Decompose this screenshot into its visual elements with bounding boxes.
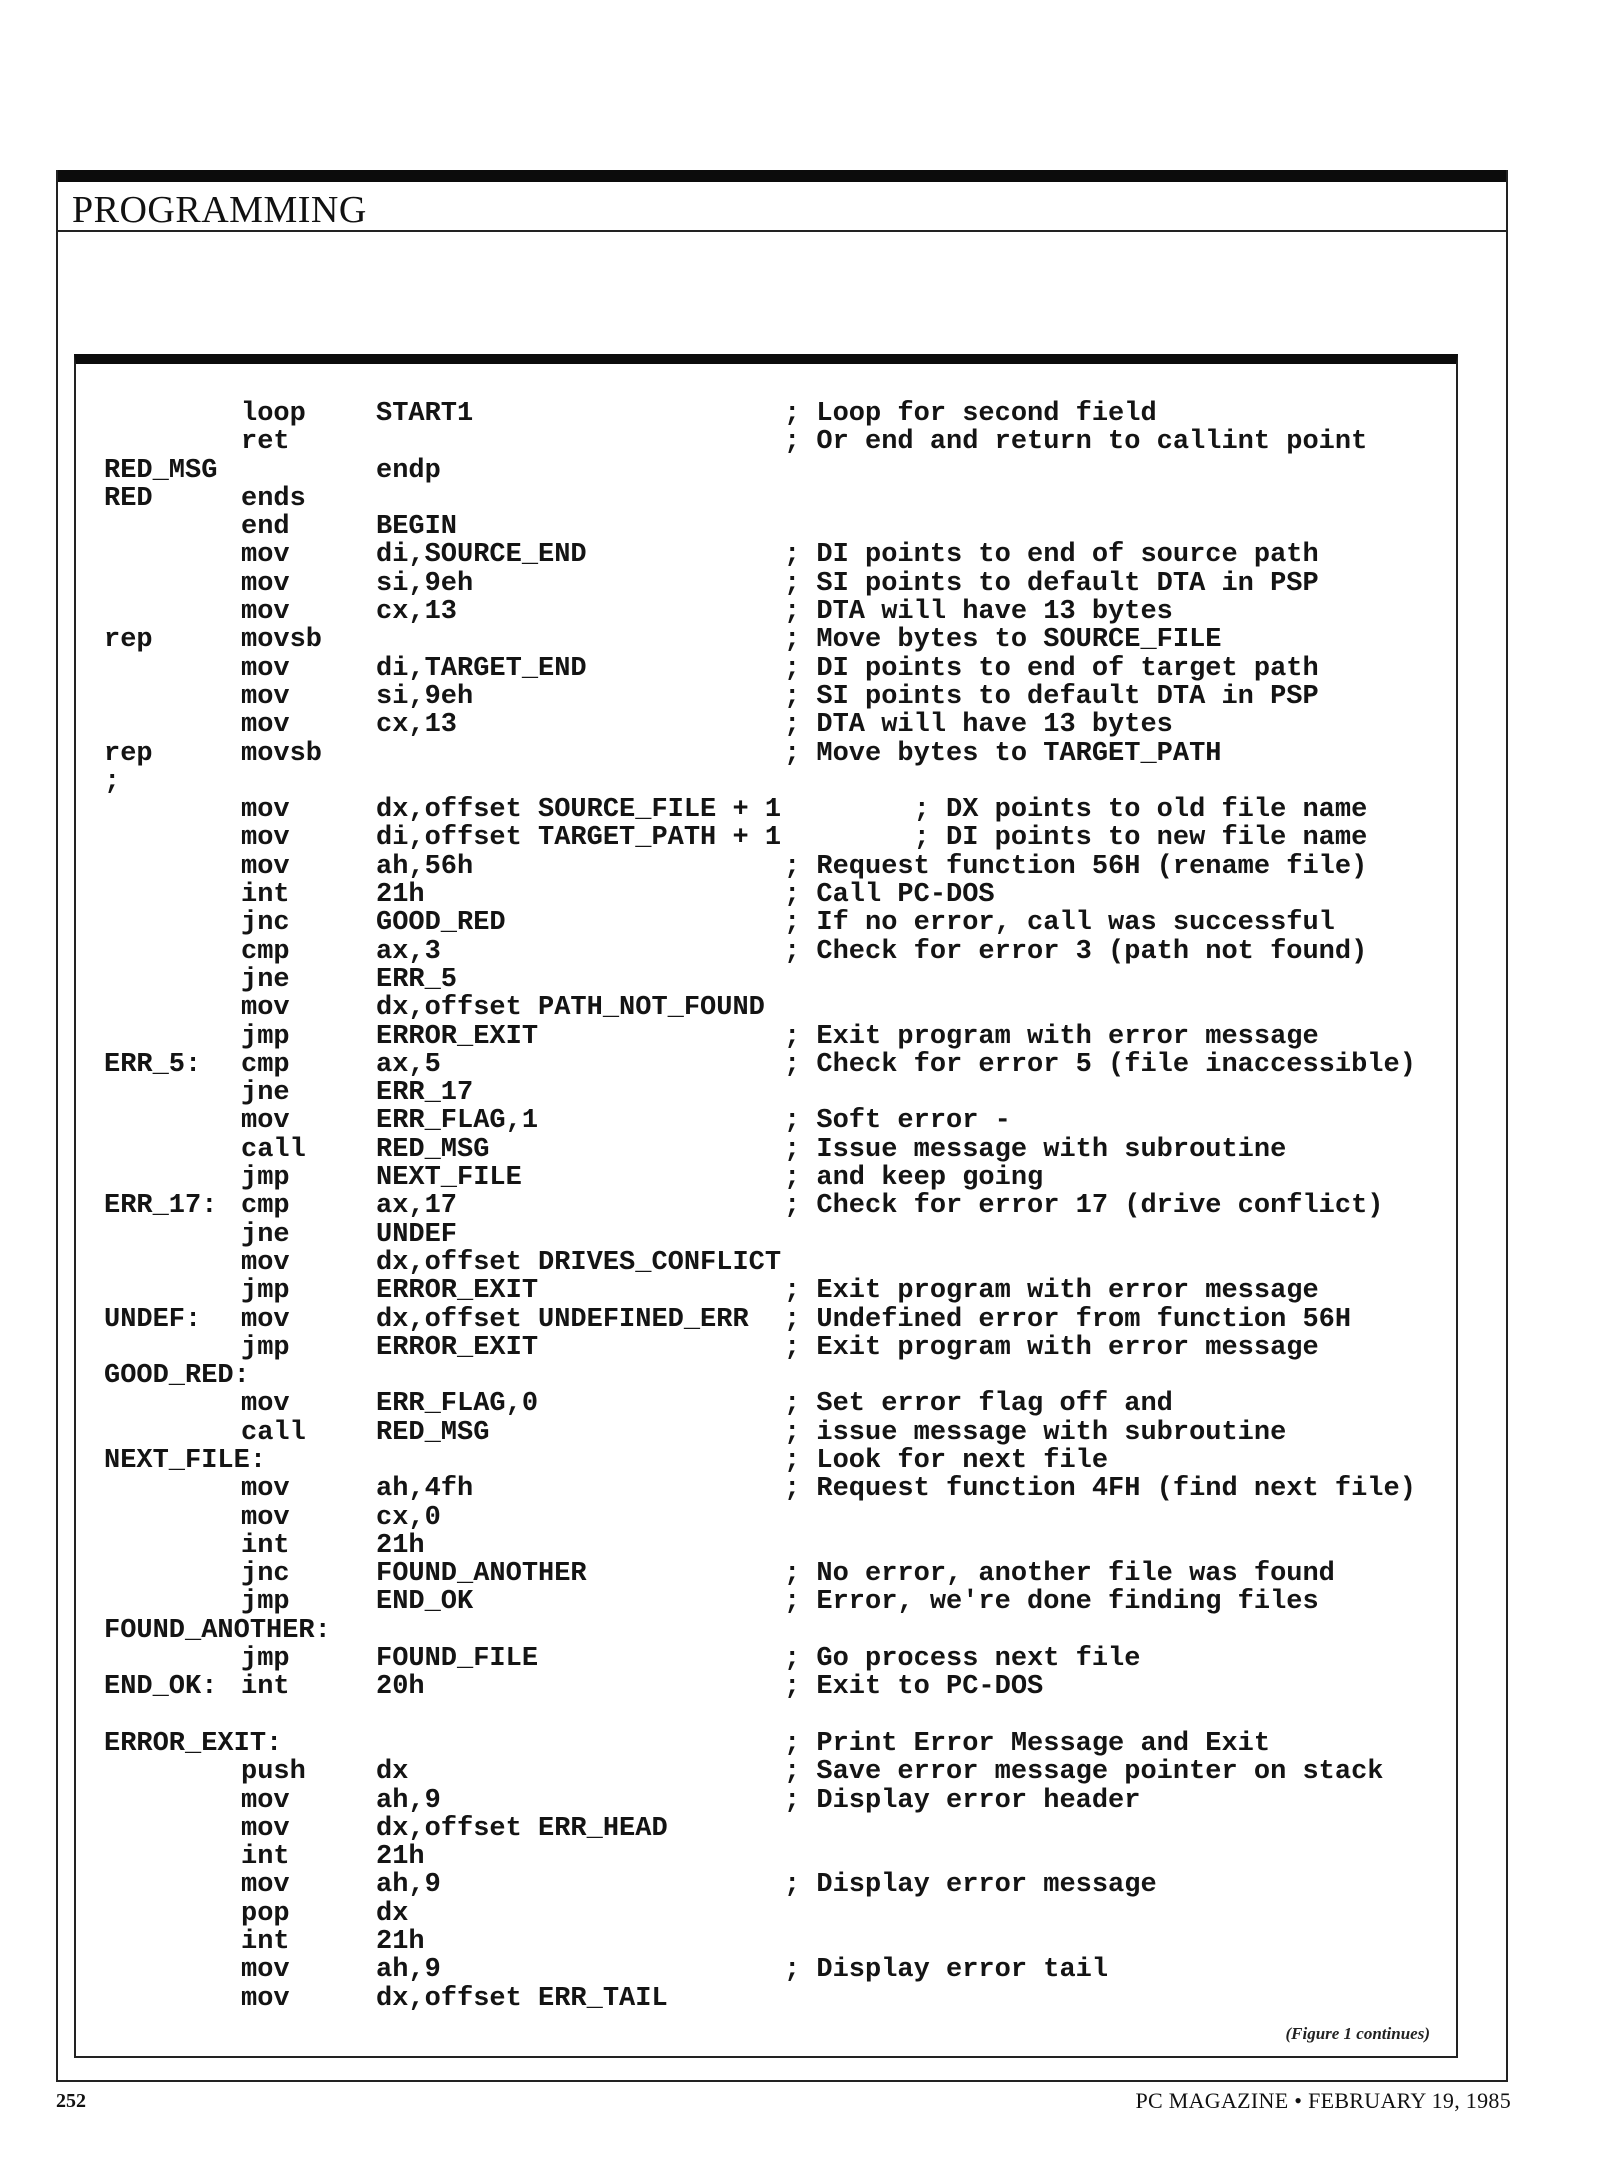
code-comment: ; DX points to old file name xyxy=(784,795,1368,826)
code-opcode: mov xyxy=(241,568,290,599)
code-comment: ; Call PC-DOS xyxy=(784,880,995,911)
code-comment: ; DTA will have 13 bytes xyxy=(784,597,1173,628)
code-label: RED_MSG xyxy=(104,455,218,486)
code-operand: dx,offset PATH_NOT_FOUND xyxy=(376,993,765,1024)
code-opcode: jnc xyxy=(241,908,290,939)
code-operand: BEGIN xyxy=(376,512,458,543)
code-operand: ah,9 xyxy=(376,1870,441,1901)
code-comment: ; Request function 56H (rename file) xyxy=(784,851,1368,882)
code-label: ERR_17: xyxy=(104,1191,218,1222)
code-comment: ; Undefined error from function 56H xyxy=(784,1304,1352,1335)
code-operand: UNDEF xyxy=(376,1219,458,1250)
code-operand: 21h xyxy=(376,1927,425,1958)
code-comment: ; Exit program with error message xyxy=(784,1276,1319,1307)
code-comment: ; Check for error 5 (file inaccessible) xyxy=(784,1049,1416,1080)
code-label: NEXT_FILE: xyxy=(104,1445,267,1476)
code-opcode: int xyxy=(241,1927,290,1958)
code-operand: 20h xyxy=(376,1672,425,1703)
code-operand: dx xyxy=(376,1898,409,1929)
code-opcode: jne xyxy=(241,1078,290,1109)
code-operand: dx,offset DRIVES_CONFLICT xyxy=(376,1247,782,1278)
code-opcode: mov xyxy=(241,597,290,628)
code-operand: ax,3 xyxy=(376,936,441,967)
code-label: ERR_5: xyxy=(104,1049,202,1080)
code-operand: NEXT_FILE xyxy=(376,1163,522,1194)
code-opcode: mov xyxy=(241,540,290,571)
code-opcode: mov xyxy=(241,1304,290,1335)
code-opcode: mov xyxy=(241,1955,290,1986)
code-operand: 21h xyxy=(376,880,425,911)
section-title: PROGRAMMING xyxy=(72,189,367,231)
code-opcode: int xyxy=(241,1672,290,1703)
code-operand: ERROR_EXIT xyxy=(376,1276,539,1307)
code-comment: ; Go process next file xyxy=(784,1644,1141,1675)
code-operand: ah,9 xyxy=(376,1785,441,1816)
code-comment: ; Move bytes to TARGET_PATH xyxy=(784,738,1222,769)
code-opcode: jne xyxy=(241,1219,290,1250)
code-label: ; xyxy=(104,766,121,797)
code-opcode: mov xyxy=(241,653,290,684)
code-comment: ; Exit to PC-DOS xyxy=(784,1672,1044,1703)
code-operand: FOUND_ANOTHER xyxy=(376,1559,587,1590)
page-number: 252 xyxy=(56,2090,86,2112)
code-opcode: cmp xyxy=(241,1191,290,1222)
code-opcode: mov xyxy=(241,1870,290,1901)
code-opcode: mov xyxy=(241,1106,290,1137)
code-operand: ax,5 xyxy=(376,1049,441,1080)
code-opcode: jmp xyxy=(241,1644,290,1675)
code-comment: ; Check for error 17 (drive conflict) xyxy=(784,1191,1384,1222)
code-operand: FOUND_FILE xyxy=(376,1644,539,1675)
code-opcode: jmp xyxy=(241,1332,290,1363)
code-opcode: mov xyxy=(241,993,290,1024)
code-opcode: loop xyxy=(241,399,306,429)
code-opcode: mov xyxy=(241,1474,290,1505)
code-operand: GOOD_RED xyxy=(376,908,506,939)
code-operand: cx,0 xyxy=(376,1502,441,1533)
code-operand: di,offset TARGET_PATH + 1 xyxy=(376,823,782,854)
code-label: FOUND_ANOTHER: xyxy=(104,1615,331,1646)
code-comment: ; Look for next file xyxy=(784,1445,1109,1476)
code-comment: ; DTA will have 13 bytes xyxy=(784,710,1173,741)
code-opcode: mov xyxy=(241,1502,290,1533)
code-comment: ; Request function 4FH (find next file) xyxy=(784,1474,1416,1505)
code-opcode: mov xyxy=(241,710,290,741)
code-comment: ; and keep going xyxy=(784,1163,1044,1194)
code-opcode: ret xyxy=(241,427,290,458)
code-comment: ; DI points to end of target path xyxy=(784,653,1319,684)
code-operand: cx,13 xyxy=(376,597,458,628)
code-operand: dx xyxy=(376,1757,409,1788)
code-comment: ; SI points to default DTA in PSP xyxy=(784,681,1319,712)
code-label: END_OK: xyxy=(104,1672,218,1703)
code-operand: dx,offset ERR_TAIL xyxy=(376,1983,668,2014)
code-comment: ; DI points to new file name xyxy=(784,823,1368,854)
code-operand: 21h xyxy=(376,1530,425,1561)
code-opcode: jmp xyxy=(241,1276,290,1307)
code-opcode: jnc xyxy=(241,1559,290,1590)
code-opcode: mov xyxy=(241,1785,290,1816)
code-operand: si,9eh xyxy=(376,568,474,599)
code-operand: ah,56h xyxy=(376,851,474,882)
code-operand: ERROR_EXIT xyxy=(376,1332,539,1363)
code-opcode: mov xyxy=(241,1389,290,1420)
code-opcode: int xyxy=(241,880,290,911)
code-opcode: push xyxy=(241,1757,306,1788)
code-operand: cx,13 xyxy=(376,710,458,741)
code-operand: si,9eh xyxy=(376,681,474,712)
code-operand: ah,9 xyxy=(376,1955,441,1986)
code-operand: dx,offset ERR_HEAD xyxy=(376,1813,668,1844)
section-header xyxy=(58,182,1506,232)
code-label: UNDEF: xyxy=(104,1304,202,1335)
code-comment: ; issue message with subroutine xyxy=(784,1417,1287,1448)
code-comment: ; Save error message pointer on stack xyxy=(784,1757,1384,1788)
code-comment: ; Loop for second field xyxy=(784,399,1157,429)
code-operand: ERR_17 xyxy=(376,1078,474,1109)
code-comment: ; Print Error Message and Exit xyxy=(784,1728,1271,1759)
figure-continues-note: (Figure 1 continues) xyxy=(1285,2024,1430,2043)
code-label: ERROR_EXIT: xyxy=(104,1728,283,1759)
code-opcode: mov xyxy=(241,823,290,854)
code-opcode: mov xyxy=(241,1247,290,1278)
code-opcode: mov xyxy=(241,681,290,712)
publication-footer: PC MAGAZINE • FEBRUARY 19, 1985 xyxy=(1135,2088,1511,2113)
code-operand: ERROR_EXIT xyxy=(376,1021,539,1052)
code-operand: START1 xyxy=(376,399,474,429)
code-comment: ; SI points to default DTA in PSP xyxy=(784,568,1319,599)
code-operand: ah,4fh xyxy=(376,1474,474,1505)
code-label: rep xyxy=(104,625,153,656)
code-opcode: pop xyxy=(241,1898,290,1929)
code-operand: ERR_FLAG,1 xyxy=(376,1106,539,1137)
code-opcode: cmp xyxy=(241,936,290,967)
code-opcode: movsb xyxy=(241,625,323,656)
code-comment: ; If no error, call was successful xyxy=(784,908,1335,939)
code-comment: ; Exit program with error message xyxy=(784,1021,1319,1052)
code-comment: ; Display error tail xyxy=(784,1955,1109,1986)
code-label: GOOD_RED: xyxy=(104,1361,250,1392)
code-operand: ERR_FLAG,0 xyxy=(376,1389,539,1420)
code-comment: ; Set error flag off and xyxy=(784,1389,1173,1420)
code-opcode: cmp xyxy=(241,1049,290,1080)
code-opcode: jmp xyxy=(241,1587,290,1618)
code-operand: 21h xyxy=(376,1842,425,1873)
code-opcode: ends xyxy=(241,483,306,514)
code-operand: RED_MSG xyxy=(376,1417,490,1448)
code-opcode: end xyxy=(241,512,290,543)
code-comment: ; No error, another file was found xyxy=(784,1559,1335,1590)
code-opcode: call xyxy=(241,1417,306,1448)
code-comment: ; Exit program with error message xyxy=(784,1332,1319,1363)
code-operand: END_OK xyxy=(376,1587,474,1618)
code-opcode: call xyxy=(241,1134,306,1165)
code-operand: RED_MSG xyxy=(376,1134,490,1165)
code-comment: ; Error, we're done finding files xyxy=(784,1587,1319,1618)
code-operand: dx,offset UNDEFINED_ERR xyxy=(376,1304,749,1335)
code-comment: ; Display error message xyxy=(784,1870,1157,1901)
code-opcode: mov xyxy=(241,1983,290,2014)
code-opcode: int xyxy=(241,1842,290,1873)
code-label: rep xyxy=(104,738,153,769)
code-operand: dx,offset SOURCE_FILE + 1 xyxy=(376,795,782,826)
code-opcode: mov xyxy=(241,795,290,826)
code-operand: ax,17 xyxy=(376,1191,458,1222)
code-operand: di,TARGET_END xyxy=(376,653,587,684)
code-comment: ; Check for error 3 (path not found) xyxy=(784,936,1368,967)
code-opcode: jmp xyxy=(241,1163,290,1194)
code-opcode: mov xyxy=(241,1813,290,1844)
code-comment: ; Move bytes to SOURCE_FILE xyxy=(784,625,1222,656)
code-comment: ; Issue message with subroutine xyxy=(784,1134,1287,1165)
code-comment: ; Display error header xyxy=(784,1785,1141,1816)
code-label: RED xyxy=(104,483,153,514)
code-opcode: mov xyxy=(241,851,290,882)
code-comment: ; Soft error - xyxy=(784,1106,1011,1137)
code-operand: ERR_5 xyxy=(376,964,458,995)
code-comment: ; DI points to end of source path xyxy=(784,540,1319,571)
code-opcode: movsb xyxy=(241,738,323,769)
code-opcode: jmp xyxy=(241,1021,290,1052)
code-opcode: int xyxy=(241,1530,290,1561)
code-listing-figure xyxy=(74,354,1458,2058)
code-operand: endp xyxy=(376,455,441,486)
code-operand: di,SOURCE_END xyxy=(376,540,587,571)
code-comment: ; Or end and return to callint point xyxy=(784,427,1368,458)
code-opcode: jne xyxy=(241,964,290,995)
